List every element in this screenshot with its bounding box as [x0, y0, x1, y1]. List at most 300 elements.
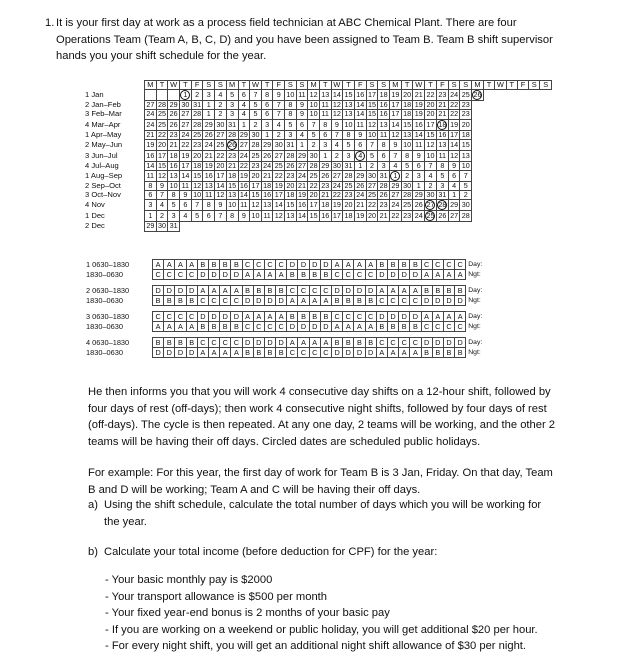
empty-cell	[517, 211, 528, 222]
empty-cell	[495, 101, 507, 110]
shift-letter: A	[230, 285, 241, 296]
date-cell: 2	[191, 90, 203, 101]
shift-letter: B	[286, 311, 297, 322]
date-cell: 26	[169, 109, 178, 119]
empty-cell	[529, 101, 540, 110]
empty-cell	[529, 139, 540, 150]
shift-letter: B	[152, 337, 163, 348]
date-cell: 21	[438, 100, 447, 110]
shift-letter: B	[376, 259, 387, 270]
shift-letter: C	[208, 337, 219, 348]
shift-letter: C	[163, 311, 174, 322]
date-cell: 9	[179, 191, 191, 200]
date-cell: 9	[273, 90, 285, 101]
calendar-table	[82, 80, 552, 232]
date-cell: 19	[356, 211, 365, 221]
date-cell: 17	[157, 150, 166, 160]
date-cell: 7	[250, 90, 262, 101]
date-cell: 22	[391, 211, 400, 221]
shift-letter: A	[353, 321, 364, 332]
empty-cell	[517, 191, 528, 200]
shift-letter: C	[309, 347, 320, 358]
shift-cells	[152, 269, 466, 280]
date-cell: 6	[296, 119, 308, 130]
weekday-header: S	[378, 81, 390, 90]
date-cell: 14	[146, 161, 155, 170]
shift-letter: A	[398, 285, 409, 296]
shift-letter: B	[186, 295, 197, 306]
date-cell: 17	[367, 90, 376, 100]
period-label: 4 Jul–Aug	[85, 161, 119, 170]
date-cell: 20	[403, 90, 412, 100]
shift-letter: D	[376, 311, 387, 322]
date-cell: 1	[261, 130, 273, 139]
empty-cell	[540, 171, 552, 182]
empty-cell	[156, 90, 168, 101]
shift-letter: A	[163, 259, 174, 270]
date-cell: 11	[179, 182, 191, 191]
date-cell: 27	[181, 119, 190, 129]
shift-letter: D	[309, 321, 320, 332]
date-cell: 23	[403, 211, 412, 221]
date-cell	[425, 211, 437, 222]
date-cell: 18	[461, 130, 470, 139]
shift-time-label: 4 0630–1830	[86, 337, 130, 347]
date-cell: 20	[344, 200, 353, 210]
date-cell: 12	[193, 181, 202, 191]
date-cell: 14	[332, 90, 341, 100]
empty-cell	[354, 222, 366, 231]
empty-cell	[540, 200, 552, 211]
date-cell: 21	[263, 170, 272, 180]
shift-letter: D	[152, 285, 163, 296]
period-label: 4 Mar–Apr	[85, 119, 121, 129]
weekday-header: T	[261, 81, 273, 90]
shift-letter: D	[186, 285, 197, 296]
empty-cell	[472, 211, 484, 222]
date-cell: 30	[367, 170, 376, 180]
date-cell: 17	[251, 181, 260, 191]
empty-cell	[495, 211, 507, 222]
empty-cell	[540, 211, 552, 222]
date-cell: 6	[179, 200, 191, 211]
empty-cell	[540, 182, 552, 191]
shift-letter: A	[421, 311, 432, 322]
date-cell: 13	[438, 139, 447, 149]
empty-cell	[273, 222, 285, 231]
date-cell: 27	[297, 161, 306, 170]
shift-letter: C	[309, 285, 320, 296]
date-cell: 14	[239, 190, 248, 200]
date-cell: 5	[285, 119, 297, 130]
shift-letter: A	[297, 295, 308, 306]
empty-cell	[540, 150, 552, 161]
shift-letter: B	[186, 337, 197, 348]
holiday-date: 26	[473, 90, 482, 100]
shift-letter: D	[365, 347, 376, 358]
date-cell: 10	[461, 161, 470, 170]
shift-letter: B	[197, 321, 208, 332]
calendar-row	[82, 150, 552, 161]
shift-row	[82, 337, 482, 347]
empty-cell	[506, 211, 517, 222]
date-cell: 7	[273, 110, 285, 119]
shift-letter: D	[409, 311, 420, 322]
weekday-header: S	[285, 81, 297, 90]
team-block	[82, 311, 482, 331]
empty-cell	[472, 139, 484, 150]
shift-letter: D	[309, 259, 320, 270]
calendar-corner	[82, 81, 145, 90]
part-b-text: Calculate your total income (before deduction for CPF) for the year:	[104, 546, 438, 558]
shift-letter: A	[219, 285, 230, 296]
date-cell: 18	[169, 150, 178, 160]
shift-letter: B	[253, 285, 264, 296]
date-cell: 3	[285, 130, 297, 139]
date-cell: 17	[332, 211, 341, 221]
date-cell: 28	[403, 190, 412, 200]
date-cell	[354, 150, 366, 161]
date-cell: 23	[228, 150, 237, 160]
shift-letter: C	[286, 285, 297, 296]
part-a	[88, 497, 558, 530]
shift-letter: A	[309, 295, 320, 306]
empty-cell	[506, 161, 517, 170]
shift-letter: C	[186, 311, 197, 322]
shift-letter: D	[275, 295, 286, 306]
schedule-explanation: He then informs you that you will work 4 consecutive day shifts on a 12-hour shift, followed by four days of rest (off-days); then work 4 consecutive night shifts, followed by four days of rest (off-days). The cycle is then repeated. At any one day, 2 teams will be working, and the other 2 teams will be having their off days. Circled dates are scheduled public holidays.	[88, 386, 556, 448]
date-cell: 22	[157, 130, 166, 139]
date-cell: 20	[286, 181, 295, 191]
shift-letter: D	[409, 269, 420, 280]
period-label: 2 Jan–Feb	[85, 100, 121, 110]
date-cell: 10	[193, 190, 202, 200]
date-cell	[389, 171, 401, 182]
date-cell: 6	[261, 101, 273, 110]
date-cell: 29	[450, 200, 459, 210]
shift-letter: B	[297, 311, 308, 322]
date-cell: 17	[274, 190, 283, 200]
empty-cell	[308, 222, 320, 231]
date-cell: 29	[169, 100, 178, 110]
date-cell: 26	[204, 130, 213, 139]
shift-letter: B	[331, 337, 342, 348]
shift-row	[82, 269, 482, 279]
shift-letter: D	[163, 347, 174, 358]
date-cell: 3	[203, 90, 215, 101]
shift-time-label: 1830–0630	[86, 295, 123, 305]
shift-letter: B	[376, 321, 387, 332]
date-cell: 9	[331, 119, 343, 130]
date-cell: 10	[309, 100, 318, 110]
weekday-header: T	[319, 81, 331, 90]
date-cell: 28	[157, 100, 166, 110]
date-cell: 8	[285, 110, 297, 119]
date-cell: 16	[321, 211, 330, 221]
date-cell: 12	[426, 139, 435, 149]
date-cell: 24	[297, 170, 306, 180]
date-cell: 13	[344, 100, 353, 110]
bullet-item: - If you are working on a weekend or public holiday, you will get additional $20 per hour.	[105, 623, 538, 636]
shift-letter: B	[253, 347, 264, 358]
empty-cell	[540, 130, 552, 139]
date-cell: 23	[461, 100, 470, 110]
part-b	[88, 544, 558, 561]
empty-cell	[483, 110, 494, 119]
shift-letter: C	[387, 295, 398, 306]
date-cell: 6	[145, 191, 157, 200]
date-cell: 20	[367, 211, 376, 221]
date-cell: 25	[216, 139, 225, 149]
date-cell: 3	[261, 119, 273, 130]
shift-tag: Ngt:	[468, 296, 481, 304]
shift-letter: A	[242, 269, 253, 280]
shift-letter: D	[286, 259, 297, 270]
date-cell: 20	[461, 119, 470, 129]
question-header	[45, 15, 561, 65]
shift-letter: A	[297, 337, 308, 348]
weekday-header: F	[436, 81, 448, 90]
date-cell: 22	[450, 109, 459, 119]
weekday-header: S	[215, 81, 227, 90]
date-cell: 30	[309, 150, 318, 160]
shift-letter: D	[398, 311, 409, 322]
empty-cell	[472, 150, 484, 161]
shift-letter: A	[398, 347, 409, 358]
weekday-header: T	[483, 81, 494, 90]
date-cell: 13	[344, 109, 353, 119]
date-cell: 2	[250, 119, 262, 130]
date-cell: 7	[308, 119, 320, 130]
empty-cell	[495, 222, 507, 231]
date-cell: 11	[378, 130, 390, 139]
empty-cell	[261, 222, 273, 231]
shift-letter: D	[320, 259, 331, 270]
empty-cell	[506, 119, 517, 130]
empty-cell	[506, 101, 517, 110]
date-cell: 9	[354, 130, 366, 139]
shift-letter: C	[253, 259, 264, 270]
date-cell: 20	[426, 109, 435, 119]
shift-letter: A	[219, 347, 230, 358]
date-cell: 31	[438, 190, 447, 200]
weekday-header: W	[413, 81, 425, 90]
date-cell: 30	[274, 139, 283, 149]
shift-tag: Day:	[468, 338, 483, 346]
shift-letter: B	[230, 259, 241, 270]
date-cell: 28	[379, 181, 388, 191]
shift-letter: C	[331, 269, 342, 280]
team-block	[82, 285, 482, 305]
shift-letter: D	[421, 337, 432, 348]
date-cell: 16	[297, 200, 306, 210]
date-cell: 23	[379, 200, 388, 210]
date-cell: 5	[343, 139, 355, 150]
empty-cell	[472, 110, 484, 119]
shift-letter: D	[186, 347, 197, 358]
weekday-header: S	[366, 81, 378, 90]
date-cell: 21	[146, 130, 155, 139]
holiday-date: 27	[426, 200, 435, 210]
weekday-header: F	[191, 81, 203, 90]
shift-time-label: 1830–0630	[86, 321, 123, 331]
date-cell: 31	[228, 119, 237, 129]
shift-letter: D	[297, 259, 308, 270]
date-cell: 7	[366, 139, 378, 150]
date-cell: 28	[251, 139, 260, 149]
empty-cell	[401, 222, 413, 231]
date-cell: 2	[273, 130, 285, 139]
date-cell: 15	[193, 170, 202, 180]
empty-cell	[413, 222, 425, 231]
weekday-header: T	[179, 81, 191, 90]
period-label: 3 Oct–Nov	[85, 190, 121, 200]
empty-cell	[343, 222, 355, 231]
empty-cell	[529, 110, 540, 119]
empty-cell	[215, 222, 227, 231]
shift-letter: A	[197, 347, 208, 358]
date-cell: 15	[286, 200, 295, 210]
shift-letter: B	[309, 311, 320, 322]
date-cell: 16	[146, 150, 155, 160]
date-cell: 1	[413, 182, 425, 191]
calendar-row	[82, 200, 552, 211]
date-cell: 3	[378, 161, 390, 170]
shift-letter: C	[421, 259, 432, 270]
date-cell: 25	[274, 161, 283, 170]
shift-letter: A	[432, 269, 443, 280]
date-cell: 14	[356, 109, 365, 119]
date-cell: 4	[273, 119, 285, 130]
shift-letter: C	[152, 311, 163, 322]
date-cell: 1	[296, 139, 308, 150]
date-cell: 10	[251, 211, 260, 221]
date-cell: 19	[332, 200, 341, 210]
date-cell: 12	[450, 150, 459, 160]
shift-time-label: 2 0630–1830	[86, 285, 130, 295]
date-cell: 13	[169, 170, 178, 180]
shift-letter: B	[409, 321, 420, 332]
shift-letter: A	[186, 259, 197, 270]
empty-cell	[506, 191, 517, 200]
shift-tag: Day:	[468, 260, 483, 268]
date-cell: 5	[250, 101, 262, 110]
shift-letter: C	[398, 295, 409, 306]
date-cell: 17	[309, 200, 318, 210]
team-roster	[82, 259, 482, 363]
empty-cell	[506, 90, 517, 101]
empty-cell	[483, 222, 494, 231]
shift-letter: C	[264, 321, 275, 332]
shift-letter: D	[275, 337, 286, 348]
shift-letter: D	[421, 295, 432, 306]
shift-letter: B	[264, 285, 275, 296]
team-block	[82, 259, 482, 279]
date-cell: 29	[414, 190, 423, 200]
shift-letter: D	[331, 347, 342, 358]
shift-letter: D	[264, 337, 275, 348]
date-cell: 24	[204, 139, 213, 149]
date-cell: 15	[344, 90, 353, 100]
shift-letter: C	[286, 347, 297, 358]
empty-cell	[296, 222, 308, 231]
date-cell: 5	[401, 161, 413, 170]
empty-cell	[506, 150, 517, 161]
date-cell: 15	[367, 109, 376, 119]
shift-letter: A	[253, 269, 264, 280]
date-cell: 26	[263, 150, 272, 160]
shift-letter: C	[297, 347, 308, 358]
empty-cell	[483, 211, 494, 222]
empty-cell	[540, 110, 552, 119]
empty-cell	[319, 222, 331, 231]
date-cell: 29	[321, 161, 330, 170]
empty-cell	[483, 101, 494, 110]
weekday-header: F	[517, 81, 528, 90]
date-cell: 16	[239, 181, 248, 191]
date-cell: 28	[193, 119, 202, 129]
date-cell: 14	[356, 100, 365, 110]
empty-cell	[495, 200, 507, 211]
shift-letter: A	[286, 295, 297, 306]
period-label: 3 Feb–Mar	[85, 109, 122, 119]
date-cell: 23	[438, 90, 447, 100]
shift-letter: A	[365, 259, 376, 270]
date-cell: 7	[156, 191, 168, 200]
weekday-header: M	[145, 81, 157, 90]
date-cell: 18	[379, 90, 388, 100]
weekday-header: T	[156, 81, 168, 90]
date-cell: 29	[356, 170, 365, 180]
date-cell: 13	[461, 150, 470, 160]
period-label: 1 Aug–Sep	[85, 170, 123, 180]
empty-cell	[389, 222, 401, 231]
date-cell: 7	[460, 171, 472, 182]
date-cell	[226, 139, 238, 150]
shift-letter: B	[275, 347, 286, 358]
date-cell: 17	[426, 119, 435, 129]
shift-letter: D	[342, 285, 353, 296]
date-cell: 10	[309, 109, 318, 119]
shift-letter: B	[387, 321, 398, 332]
shift-letter: C	[275, 259, 286, 270]
shift-time-label: 1 0630–1830	[86, 259, 130, 269]
date-cell: 21	[204, 150, 213, 160]
date-cell: 20	[193, 150, 202, 160]
date-cell: 26	[356, 181, 365, 191]
shift-letter: A	[432, 311, 443, 322]
shift-letter: B	[208, 321, 219, 332]
date-cell: 26	[169, 119, 178, 129]
period-label: 1 Jan	[85, 90, 104, 100]
weekday-header: F	[273, 81, 285, 90]
date-cell: 3	[343, 150, 355, 161]
date-cell: 23	[169, 130, 178, 139]
date-cell: 24	[239, 150, 248, 160]
shift-letter: A	[421, 269, 432, 280]
shift-letter: D	[443, 337, 454, 348]
date-cell: 21	[297, 181, 306, 191]
date-cell: 19	[204, 161, 213, 170]
shift-letter: C	[219, 295, 230, 306]
date-cell: 12	[367, 119, 376, 129]
shift-letter: C	[219, 337, 230, 348]
shift-letter: A	[264, 311, 275, 322]
empty-cell	[191, 222, 203, 231]
date-cell: 22	[309, 181, 318, 191]
date-cell: 26	[379, 190, 388, 200]
date-cell: 25	[403, 200, 412, 210]
